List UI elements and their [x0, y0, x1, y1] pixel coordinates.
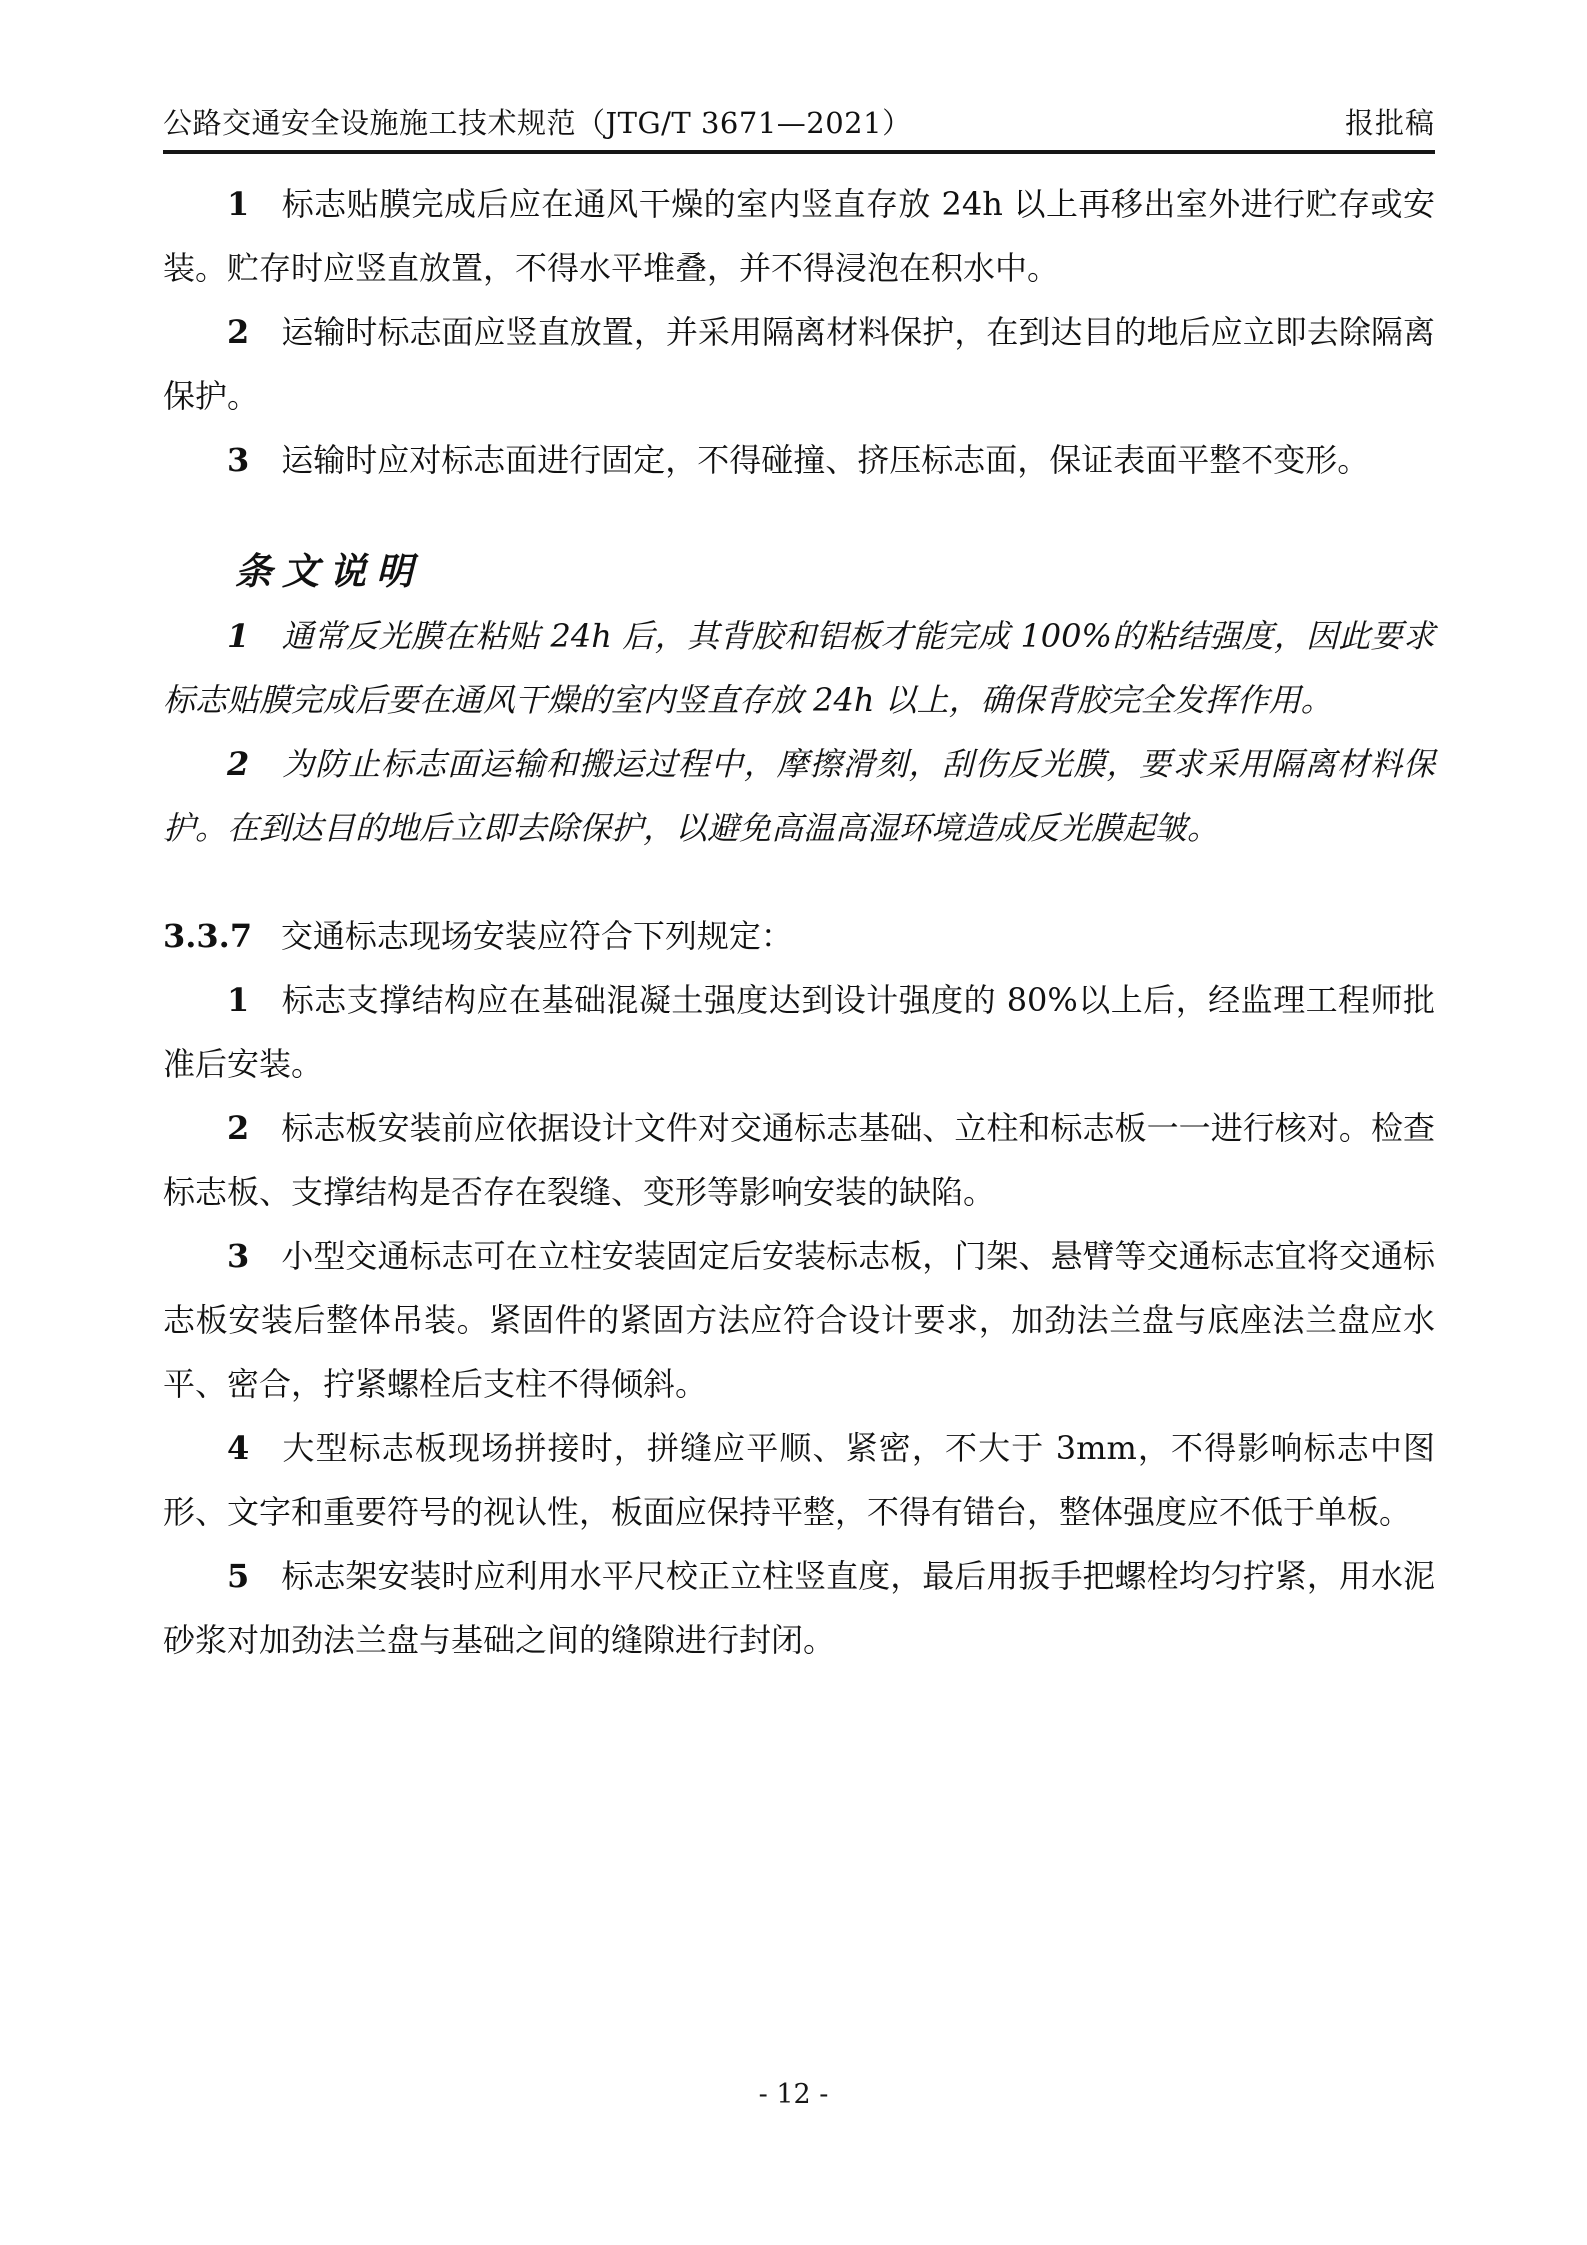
page-header [163, 104, 1435, 154]
section-number: 3.3.7 [163, 917, 253, 955]
paragraph-number: 2 [227, 1109, 250, 1147]
clause-paragraph [163, 300, 1435, 428]
paragraph-number: 1 [227, 981, 250, 1019]
paragraph-text: 标志支撑结构应在基础混凝土强度达到设计强度的 80%以上后，经监理工程师批准后安装。 [163, 981, 1435, 1083]
note-paragraph [163, 604, 1435, 732]
section-paragraph [163, 1416, 1435, 1544]
paragraph-text: 标志架安装时应利用水平尺校正立柱竖直度，最后用扳手把螺栓均匀拧紧，用水泥砂浆对加劲法兰盘与基础之间的缝隙进行封闭。 [163, 1557, 1435, 1659]
section-paragraph [163, 1096, 1435, 1224]
paragraph-number: 2 [227, 313, 250, 351]
page-number: - 12 - [758, 2079, 829, 2110]
paragraph-text: 通常反光膜在粘贴 24h 后，其背胶和铝板才能完成 100%的粘结强度，因此要求标志贴膜完成后要在通风干燥的室内竖直存放 24h 以上，确保背胶完全发挥作用。 [163, 617, 1435, 719]
section-paragraph [163, 968, 1435, 1096]
note-paragraph [163, 732, 1435, 860]
clause-paragraph [163, 428, 1435, 492]
header-spec-title: 公路交通安全设施施工技术规范（JTG/T 3671—2021） [163, 106, 912, 140]
paragraph-number: 3 [227, 1237, 250, 1275]
paragraph-text: 运输时标志面应竖直放置，并采用隔离材料保护，在到达目的地后应立即去除隔离保护。 [163, 313, 1435, 415]
paragraph-text: 小型交通标志可在立柱安装固定后安装标志板，门架、悬臂等交通标志宜将交通标志板安装后整体吊装。紧固件的紧固方法应符合设计要求，加劲法兰盘与底座法兰盘应水平、密合，拧紧螺栓后支柱不得倾斜。 [163, 1237, 1435, 1403]
paragraph-number: 1 [227, 185, 250, 223]
document-body [163, 172, 1435, 1672]
section-heading [163, 904, 1435, 968]
section-title: 交通标志现场安装应符合下列规定： [280, 917, 793, 955]
paragraph-number: 1 [227, 617, 250, 655]
paragraph-number: 2 [227, 745, 250, 783]
section-paragraph [163, 1544, 1435, 1672]
paragraph-number: 3 [227, 441, 250, 479]
header-draft-status: 报批稿 [1344, 106, 1435, 140]
paragraph-text: 标志贴膜完成后应在通风干燥的室内竖直存放 24h 以上再移出室外进行贮存或安装。贮存时应竖直放置，不得水平堆叠，并不得浸泡在积水中。 [163, 185, 1435, 287]
paragraph-number: 4 [227, 1429, 250, 1467]
section-paragraph [163, 1224, 1435, 1416]
notes-section-heading: 条文说明 [235, 549, 423, 593]
paragraph-text: 大型标志板现场拼接时，拼缝应平顺、紧密，不大于 3mm，不得影响标志中图形、文字和重要符号的视认性，板面应保持平整，不得有错台，整体强度应不低于单板。 [163, 1429, 1435, 1531]
paragraph-text: 为防止标志面运输和搬运过程中，摩擦滑刻，刮伤反光膜，要求采用隔离材料保护。在到达目的地后立即去除保护，以避免高温高湿环境造成反光膜起皱。 [163, 745, 1435, 847]
clause-paragraph [163, 172, 1435, 300]
paragraph-number: 5 [227, 1557, 250, 1595]
paragraph-text: 标志板安装前应依据设计文件对交通标志基础、立柱和标志板一一进行核对。检查标志板、支撑结构是否存在裂缝、变形等影响安装的缺陷。 [163, 1109, 1435, 1211]
paragraph-text: 运输时应对标志面进行固定，不得碰撞、挤压标志面，保证表面平整不变形。 [281, 441, 1370, 479]
